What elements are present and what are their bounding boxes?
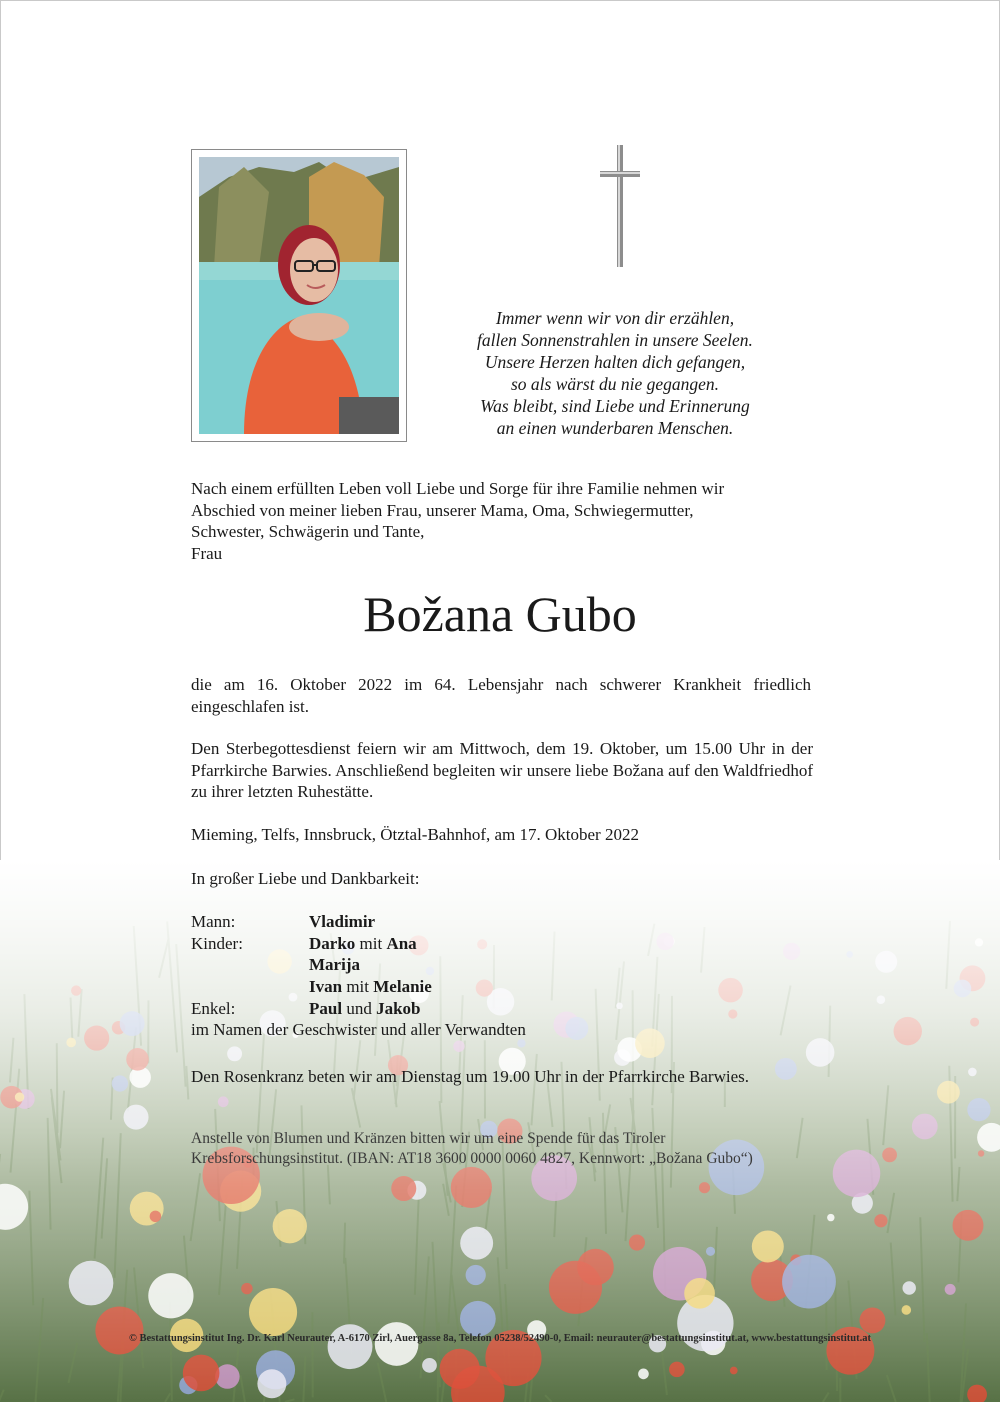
donation-text xyxy=(191,1129,811,1168)
poem-line: Immer wenn wir von dir erzählen, xyxy=(495,308,735,328)
rosary-text: Den Rosenkranz beten wir am Dienstag um 19.00 Uhr in der Pfarrkirche Barwies. xyxy=(191,1067,750,1086)
family-member: Ivan xyxy=(309,977,343,997)
closing-line: In großer Liebe und Dankbarkeit: xyxy=(191,869,420,888)
family-label: Mann: xyxy=(191,912,236,931)
funeral-service-text: Den Sterbegottesdienst feiern wir am Mittwoch, dem 19. Oktober, um 15.00 Uhr in der Pfarrkirche Barwies. Anschließend begleiten wir unsere liebe Božana auf den Waldfriedhof zu ihrer letzten Ruhestätte. xyxy=(191,739,813,801)
cross-icon xyxy=(598,145,642,267)
death-notice: die am 16. Oktober 2022 im 64. Lebensjahr nach schwerer Krankheit friedlich eingeschlafen ist. xyxy=(191,675,811,716)
family-member: Jakob xyxy=(376,998,421,1018)
place-and-date: Mieming, Telfs, Innsbruck, Ötztal-Bahnhof, am 17. Oktober 2022 xyxy=(191,825,639,844)
family-row-husband xyxy=(191,911,811,933)
family-label: Kinder: xyxy=(191,933,243,953)
family-row-child xyxy=(191,954,811,976)
family-member: Vladimir xyxy=(309,912,376,931)
donation-line: Anstelle von Blumen und Kränzen bitten wir um eine Spende für das Tiroler xyxy=(191,1130,666,1147)
poem-line: so als wärst du nie gegangen. xyxy=(510,374,720,394)
connector-text: und xyxy=(346,998,372,1018)
funeral-home-footer: © Bestattungsinstitut Ing. Dr. Karl Neurauter, A-6170 Zirl, Auergasse 8a, Telefon 05238/52490-0, Email: neurauter@bestattungsinstitut.at, www.bestattungsinstitut.at xyxy=(129,1333,871,1344)
intro-line: Schwester, Schwägerin und Tante, xyxy=(191,522,425,541)
family-row-child xyxy=(191,976,811,998)
family-list xyxy=(191,911,811,1041)
intro-line: Frau xyxy=(191,543,223,563)
deceased-name: Božana Gubo xyxy=(363,586,637,642)
family-member: Darko xyxy=(309,933,356,953)
family-row-children xyxy=(191,933,811,955)
poem-line: fallen Sonnenstrahlen in unsere Seelen. xyxy=(477,330,753,350)
portrait-photo xyxy=(199,157,399,434)
poem-line: an einen wunderbaren Menschen. xyxy=(496,418,734,438)
poem-line: Unsere Herzen halten dich gefangen, xyxy=(484,352,746,372)
family-member: Melanie xyxy=(373,977,432,997)
portrait-frame xyxy=(191,149,407,442)
poem-line: Was bleibt, sind Liebe und Erinnerung xyxy=(480,396,750,416)
connector-text: mit xyxy=(346,977,369,997)
family-member: Marija xyxy=(309,955,360,975)
intro-text xyxy=(191,478,811,564)
family-label: Enkel: xyxy=(191,998,236,1018)
family-member: Ana xyxy=(386,933,417,953)
family-member: Paul xyxy=(309,998,343,1018)
family-row-grandchildren xyxy=(191,998,811,1020)
donation-line: Krebsforschungsinstitut. (IBAN: AT18 3600 0000 0060 4827, Kennwort: „Božana Gubo“) xyxy=(191,1149,753,1167)
connector-text: mit xyxy=(359,933,383,953)
intro-line: Abschied von meiner lieben Frau, unserer Mama, Oma, Schwiegermutter, xyxy=(191,500,694,520)
memorial-poem xyxy=(430,307,800,439)
intro-line: Nach einem erfüllten Leben voll Liebe und Sorge für ihre Familie nehmen wir xyxy=(191,479,725,498)
relatives-line: im Namen der Geschwister und aller Verwandten xyxy=(191,1020,526,1040)
